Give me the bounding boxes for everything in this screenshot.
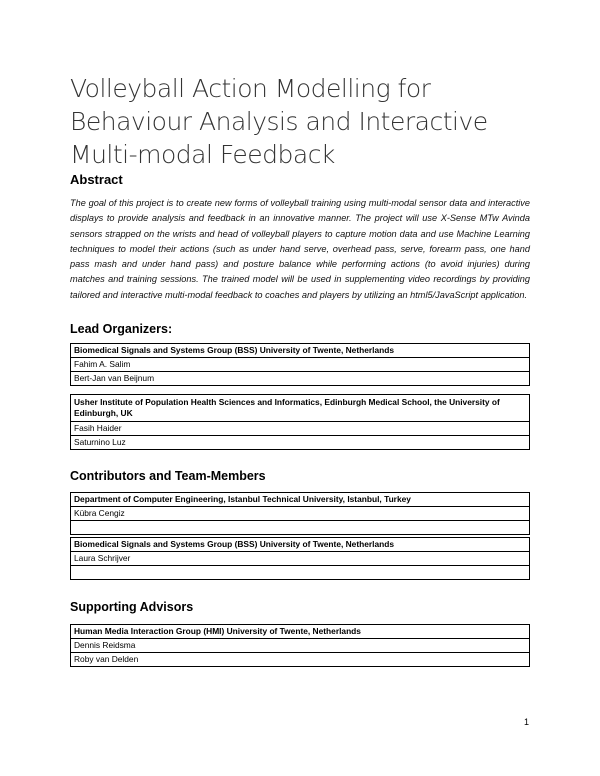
page-number: 1 — [524, 717, 530, 727]
member-name: Fasih Haider — [71, 422, 530, 436]
member-name: Bert-Jan van Beijnum — [71, 372, 530, 386]
member-name — [71, 521, 530, 535]
lead-organizers-table-bss — [70, 343, 530, 386]
advisors-heading: Supporting Advisors — [70, 600, 194, 614]
member-name — [71, 566, 530, 580]
member-name: Saturnino Luz — [71, 436, 530, 450]
institution-name: Biomedical Signals and Systems Group (BSS) University of Twente, Netherlands — [71, 538, 530, 552]
institution-name: Department of Computer Engineering, Istanbul Technical University, Istanbul, Turkey — [71, 493, 530, 507]
member-name: Kübra Cengiz — [71, 507, 530, 521]
institution-name: Biomedical Signals and Systems Group (BSS) University of Twente, Netherlands — [71, 344, 530, 358]
abstract-text: The goal of this project is to create new forms of volleyball training using multi-modal sensor data and interactive displays to provide analysis and feedback in an innovative manner. The project will use X-Sense MTw Avinda sensors strapped on the wrists and head of volleyball players to capture motion data and use Machine Learning techniques to model their actions (such as under hand serve, overhead pass, serve, forearm pass, one hand pass mash and under hand pass) and posture balance while performing actions (to avoid injuries) during matches and training sessions. The trained model will be used in supplementing video recordings by providing tailored and interactive multi-modal feedback to coaches and players by utilizing an html5/JavaScript application. — [70, 198, 530, 300]
contributors-table-bss — [70, 537, 530, 580]
advisors-table-hmi — [70, 624, 530, 667]
contributors-heading: Contributors and Team-Members — [70, 469, 266, 483]
member-name: Fahim A. Salim — [71, 358, 530, 372]
institution-name: Human Media Interaction Group (HMI) University of Twente, Netherlands — [71, 625, 530, 639]
member-name: Dennis Reidsma — [71, 639, 530, 653]
institution-name: Usher Institute of Population Health Sciences and Informatics, Edinburgh Medical School, the University of Edinburgh, UK — [71, 395, 530, 422]
member-name: Roby van Delden — [71, 653, 530, 667]
abstract-heading: Abstract — [70, 172, 123, 187]
document-title: Volleyball Action Modelling for Behaviour Analysis and Interactive Multi-modal Feedback — [70, 74, 488, 169]
contributors-table-itu — [70, 492, 530, 535]
lead-organizers-heading: Lead Organizers: — [70, 322, 173, 336]
lead-organizers-table-usher — [70, 394, 530, 450]
member-name: Laura Schrijver — [71, 552, 530, 566]
